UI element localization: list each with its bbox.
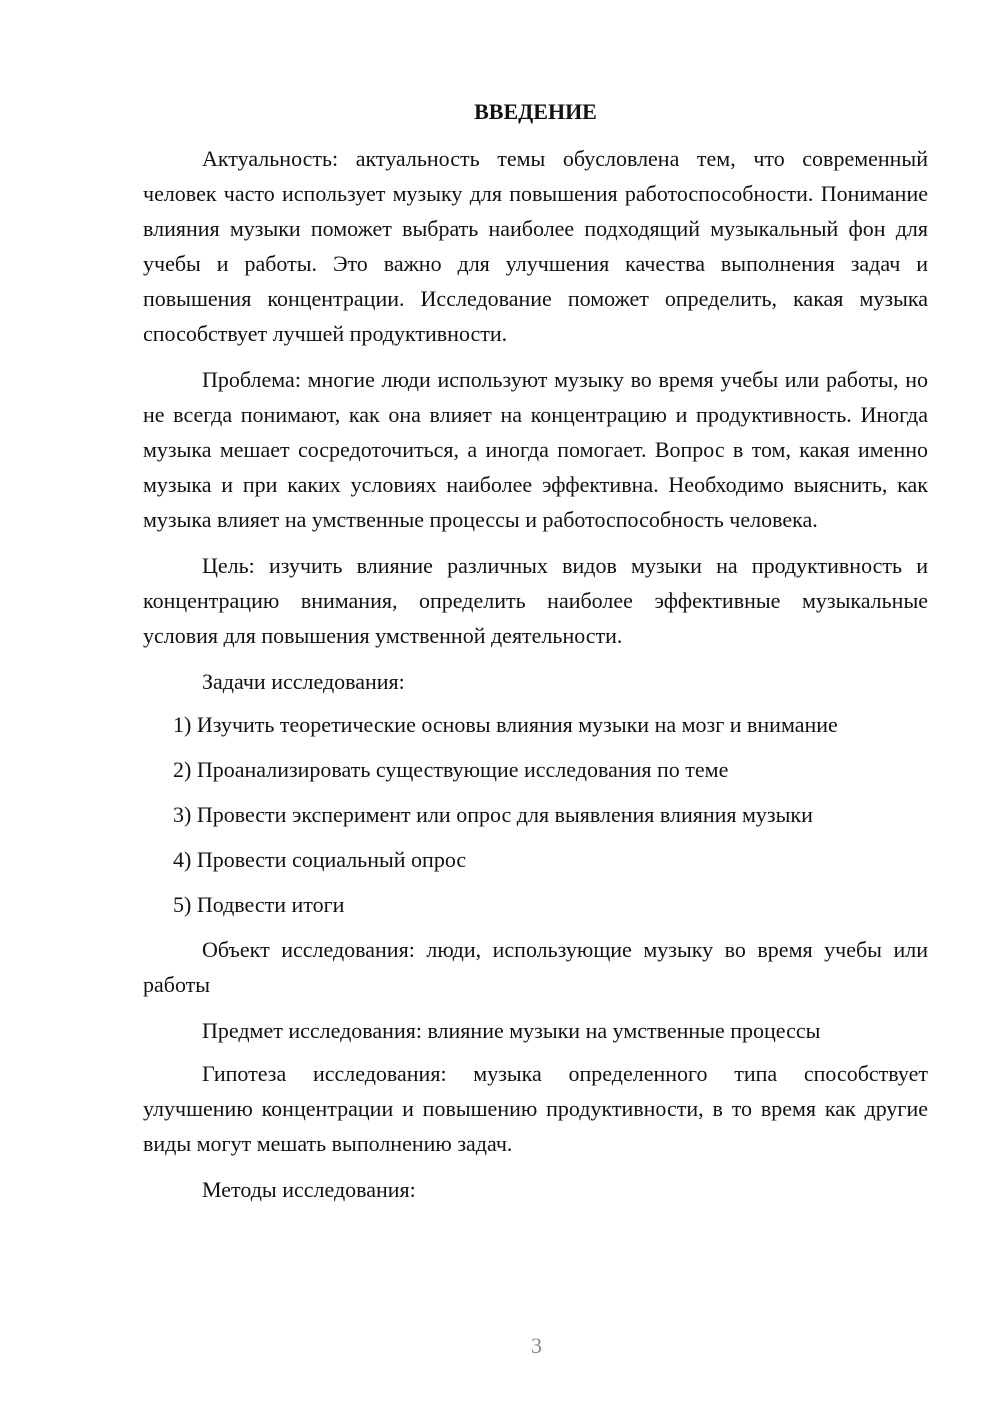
hypothesis-paragraph: Гипотеза исследования: музыка определенного типа способствует улучшению концентрации и повышению продуктивности, в то время как другие виды могут мешать выполнению задач. bbox=[143, 1061, 928, 1156]
problem-paragraph: Проблема: многие люди используют музыку во время учебы или работы, но не всегда понимают, как она влияет на концентрацию и продуктивность. Иногда музыка мешает сосредоточиться, а иногда помогает. Вопрос в том, какая именно музыка и при каких условиях наиболее эффективна. Необходимо выяснить, как музыка влияет на умственные процессы и работоспособность человека. bbox=[143, 367, 928, 532]
list-item: 4) Провести социальный опрос bbox=[173, 847, 467, 872]
subject-paragraph: Предмет исследования: влияние музыки на умственные процессы bbox=[202, 1018, 821, 1043]
tasks-heading: Задачи исследования: bbox=[202, 669, 405, 694]
page-number: 3 bbox=[531, 1333, 542, 1358]
tasks-list bbox=[143, 707, 928, 922]
methods-heading: Методы исследования: bbox=[202, 1177, 416, 1202]
list-item: 3) Провести эксперимент или опрос для выявления влияния музыки bbox=[173, 802, 813, 827]
list-item: 2) Проанализировать существующие исследования по теме bbox=[173, 757, 729, 782]
goal-paragraph: Цель: изучить влияние различных видов музыки на продуктивность и концентрацию внимания, определить наиболее эффективные музыкальные условия для повышения умственной деятельности. bbox=[143, 553, 928, 648]
relevance-paragraph: Актуальность: актуальность темы обусловлена тем, что современный человек часто использует музыку для повышения работоспособности. Понимание влияния музыки поможет выбрать наиболее подходящий музыкальный фон для учебы и работы. Это важно для улучшения качества выполнения задач и повышения концентрации. Исследование поможет определить, какая музыка способствует лучшей продуктивности. bbox=[143, 146, 928, 346]
page-content bbox=[143, 94, 928, 1215]
list-item: 1) Изучить теоретические основы влияния музыки на мозг и внимание bbox=[173, 712, 838, 737]
section-title: ВВЕДЕНИЕ bbox=[474, 99, 597, 124]
list-item: 5) Подвести итоги bbox=[173, 892, 345, 917]
object-paragraph: Объект исследования: люди, использующие музыку во время учебы или работы bbox=[143, 937, 928, 997]
